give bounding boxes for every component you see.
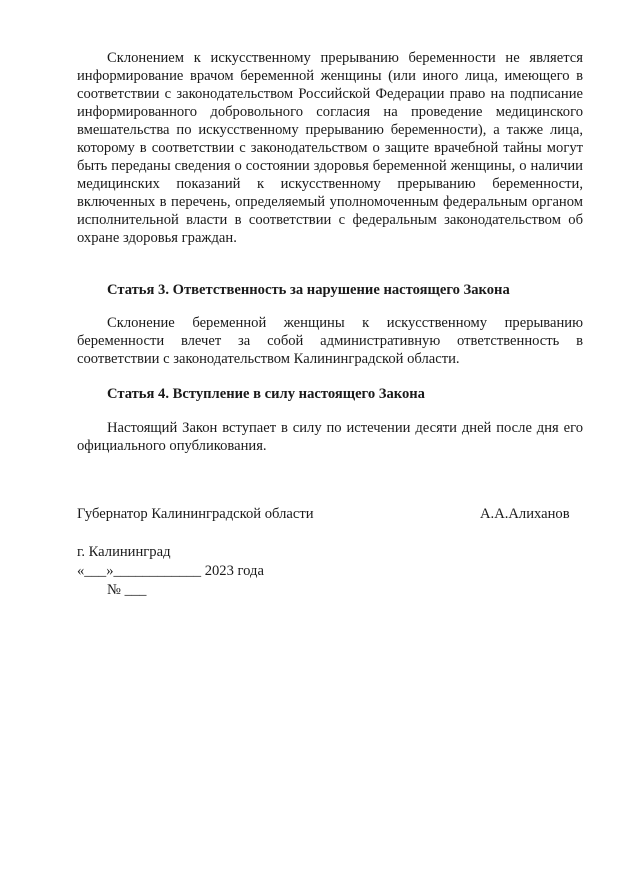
intro-paragraph: Склонением к искусственному прерыванию беременности не является информирование врачом беременной женщины (или иного лица, имеющего в соответствии с законодательством Российской Федерации право на подписание информированного добровольного согласия на проведение медицинского вмешательства по искусственному прерыванию беременности), а также лица, которому в соответствии с законодательством о защите врачебной тайны могут быть переданы сведения о состоянии здоровья беременной женщины, о наличии медицинских показаний к искусственному прерыванию беременности, включенных в перечень, определяемый уполномоченным федеральным органом исполнительной власти в соответствии с федеральным законодательством об охране здоровья граждан.	[77, 50, 583, 246]
signer-name: А.А.Алиханов	[480, 506, 570, 522]
article-3-text: Склонение беременной женщины к искусственному прерыванию беременности влечет за собой административную ответственность в соответствии с законодательством Калининградской области.	[77, 315, 583, 367]
number-line: № ___	[107, 582, 147, 598]
governor-title: Губернатор Калининградской области	[77, 506, 314, 522]
date-line: «___»____________ 2023 года	[77, 563, 264, 579]
city-line: г. Калининград	[77, 544, 171, 560]
article-4-text: Настоящий Закон вступает в силу по истечении десяти дней после дня его официального опубликования.	[77, 420, 583, 454]
article-3-heading: Статья 3. Ответственность за нарушение настоящего Закона	[107, 282, 510, 298]
article-4-heading: Статья 4. Вступление в силу настоящего Закона	[107, 386, 425, 402]
